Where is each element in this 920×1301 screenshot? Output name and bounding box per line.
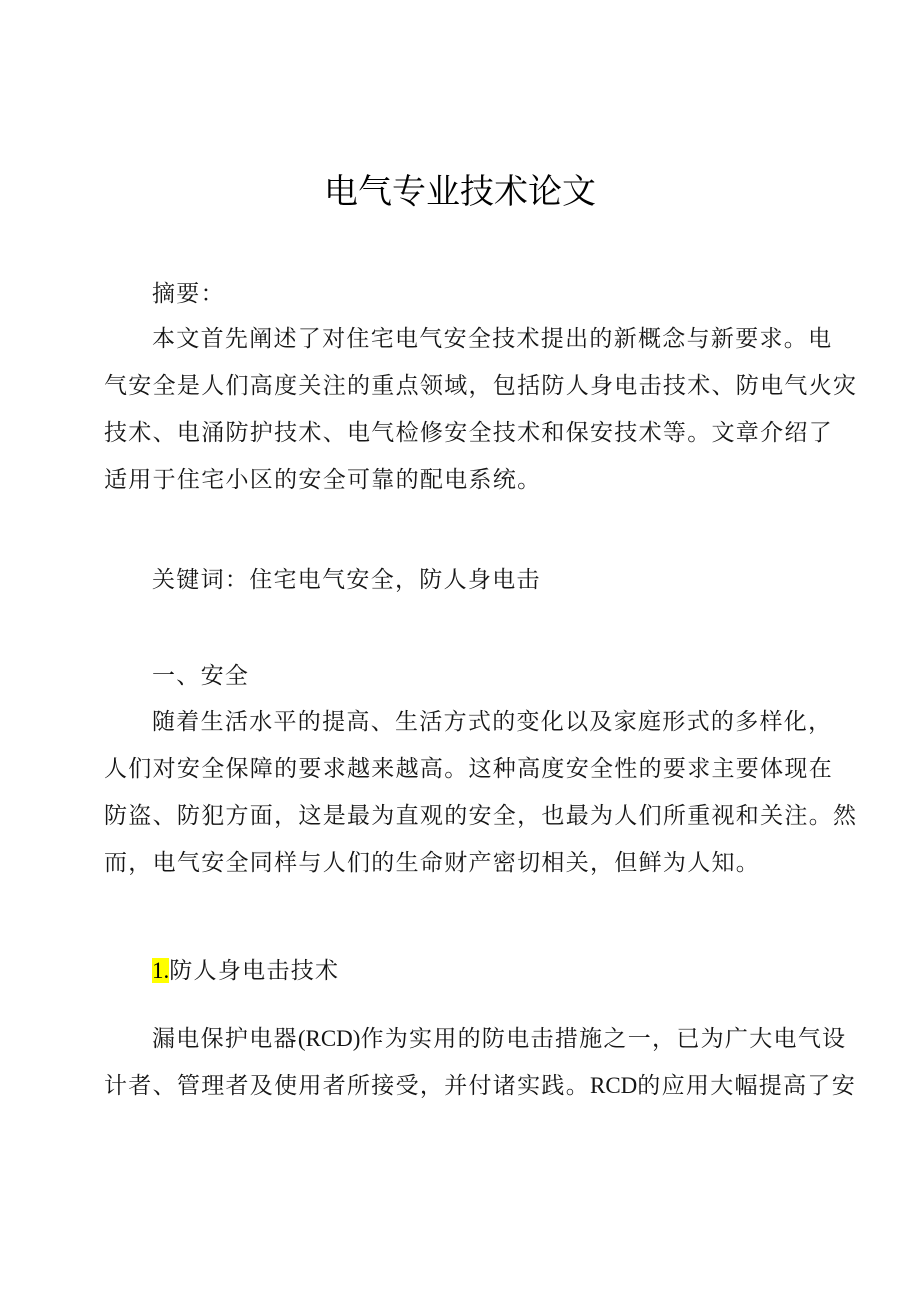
section1-line-3: 防盗、防犯方面，这是最为直观的安全，也最为人们所重视和关注。然 [104, 803, 858, 829]
text-run-latin: RCD [590, 1073, 638, 1098]
subsection-heading [152, 956, 864, 986]
section1-line-1: 随着生活水平的提高、生活方式的变化以及家庭形式的多样化， [152, 709, 833, 735]
abstract-line-3: 技术、电涌防护技术、电气检修安全技术和保安技术等。文章介绍了 [104, 420, 833, 446]
abstract-line-4: 适用于住宅小区的安全可靠的配电系统。 [104, 467, 542, 493]
abstract-line-1: 本文首先阐述了对住宅电气安全技术提出的新概念与新要求。电 [152, 326, 833, 352]
text-run: 漏电保护电器 [152, 1026, 298, 1052]
abstract-line-2: 气安全是人们高度关注的重点领域，包括防人身电击技术、防电气火灾 [104, 373, 858, 399]
subsection1-line-2 [104, 1071, 856, 1101]
subsection-number-highlight: 1. [152, 958, 170, 983]
text-run: 的应用大幅提高了安 [637, 1073, 856, 1099]
section1-line-2: 人们对安全保障的要求越来越高。这种高度安全性的要求主要体现在 [104, 756, 833, 782]
keywords: 关键词：住宅电气安全，防人身电击 [152, 567, 541, 593]
text-run-latin: (RCD) [297, 1026, 361, 1051]
subsection-heading-text: 防人身电击技术 [169, 958, 340, 984]
text-run: 计者、管理者及使用者所接受，并付诸实践。 [104, 1073, 590, 1099]
abstract-label: 摘要： [152, 281, 225, 307]
section1-line-4: 而，电气安全同样与人们的生命财产密切相关，但鲜为人知。 [104, 850, 761, 876]
text-run: 作为实用的防电击措施之一，已为广大电气设 [360, 1026, 847, 1052]
document-title: 电气专业技术论文 [324, 172, 596, 212]
section-heading-safety: 一、安全 [152, 663, 250, 689]
subsection1-line-1 [152, 1024, 864, 1054]
